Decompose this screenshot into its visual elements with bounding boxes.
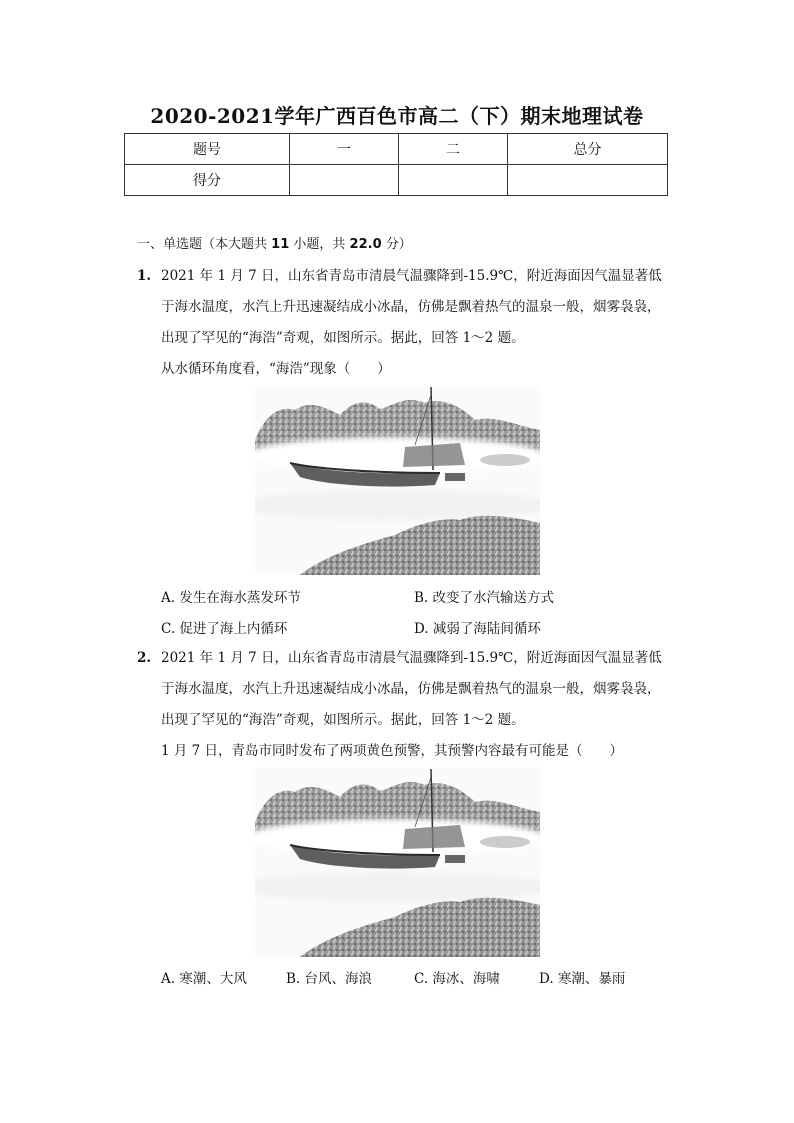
section-score: 22.0: [349, 237, 382, 252]
row-label-cell: 得分: [125, 165, 290, 196]
sea-smoke-photo: [255, 767, 540, 957]
option-d[interactable]: D. 寒潮、暴雨: [539, 971, 626, 987]
score-table-score-row: [125, 165, 668, 196]
section-count: 11: [271, 237, 290, 252]
header-cell: 二: [399, 134, 508, 165]
option-a[interactable]: A. 发生在海水蒸发环节: [161, 590, 301, 606]
section-heading: [137, 233, 412, 252]
header-cell: 一: [290, 134, 399, 165]
question-stem-line: 于海水温度，水汽上升迅速凝结成小冰晶，仿佛是飘着热气的温泉一般，烟雾袅袅，: [161, 681, 661, 697]
option-b[interactable]: B. 改变了水汽输送方式: [414, 590, 555, 606]
score-table: [124, 133, 668, 196]
option-b[interactable]: B. 台风、海浪: [286, 971, 373, 987]
header-cell: 题号: [125, 134, 290, 165]
option-d[interactable]: D. 减弱了海陆间循环: [414, 621, 541, 637]
header-cell: 总分: [508, 134, 668, 165]
section-suffix: 分）: [385, 237, 412, 252]
question-stem-line: 2021 年 1 月 7 日，山东省青岛市清晨气温骤降到-15.9℃，附近海面因气温显著低: [161, 650, 662, 666]
section-middle: 小题，共: [293, 237, 346, 252]
option-c[interactable]: C. 促进了海上内循环: [161, 621, 288, 637]
score-cell: [399, 165, 508, 196]
question-1: [137, 261, 677, 385]
question-number: 1.: [137, 268, 152, 284]
question-number: 2.: [137, 650, 152, 666]
option-c[interactable]: C. 海冰、海啸: [414, 971, 500, 987]
score-table-header-row: [125, 134, 668, 165]
question-stem-line: 1 月 7 日，青岛市同时发布了两项黄色预警，其预警内容最有可能是（ ）: [161, 743, 624, 759]
question-stem-line: 出现了罕见的“海浩”奇观，如图所示。据此，回答 1～2 题。: [161, 712, 525, 728]
question-stem-line: 出现了罕见的“海浩”奇观，如图所示。据此，回答 1～2 题。: [161, 330, 525, 346]
score-cell: [290, 165, 399, 196]
question-stem-line: 于海水温度，水汽上升迅速凝结成小冰晶，仿佛是飘着热气的温泉一般，烟雾袅袅，: [161, 299, 661, 315]
question-stem-line: 2021 年 1 月 7 日，山东省青岛市清晨气温骤降到-15.9℃，附近海面因气温显著低: [161, 268, 662, 284]
sea-smoke-photo: [255, 385, 540, 575]
question-2: [137, 643, 677, 767]
option-a[interactable]: A. 寒潮、大风: [161, 971, 247, 987]
question-stem-line: 从水循环角度看，“海浩”现象（ ）: [161, 361, 391, 377]
score-cell: [508, 165, 668, 196]
section-prefix: 一、单选题（本大题共: [137, 237, 268, 252]
page-title: 2020-2021学年广西百色市高二（下）期末地理试卷: [150, 104, 644, 128]
